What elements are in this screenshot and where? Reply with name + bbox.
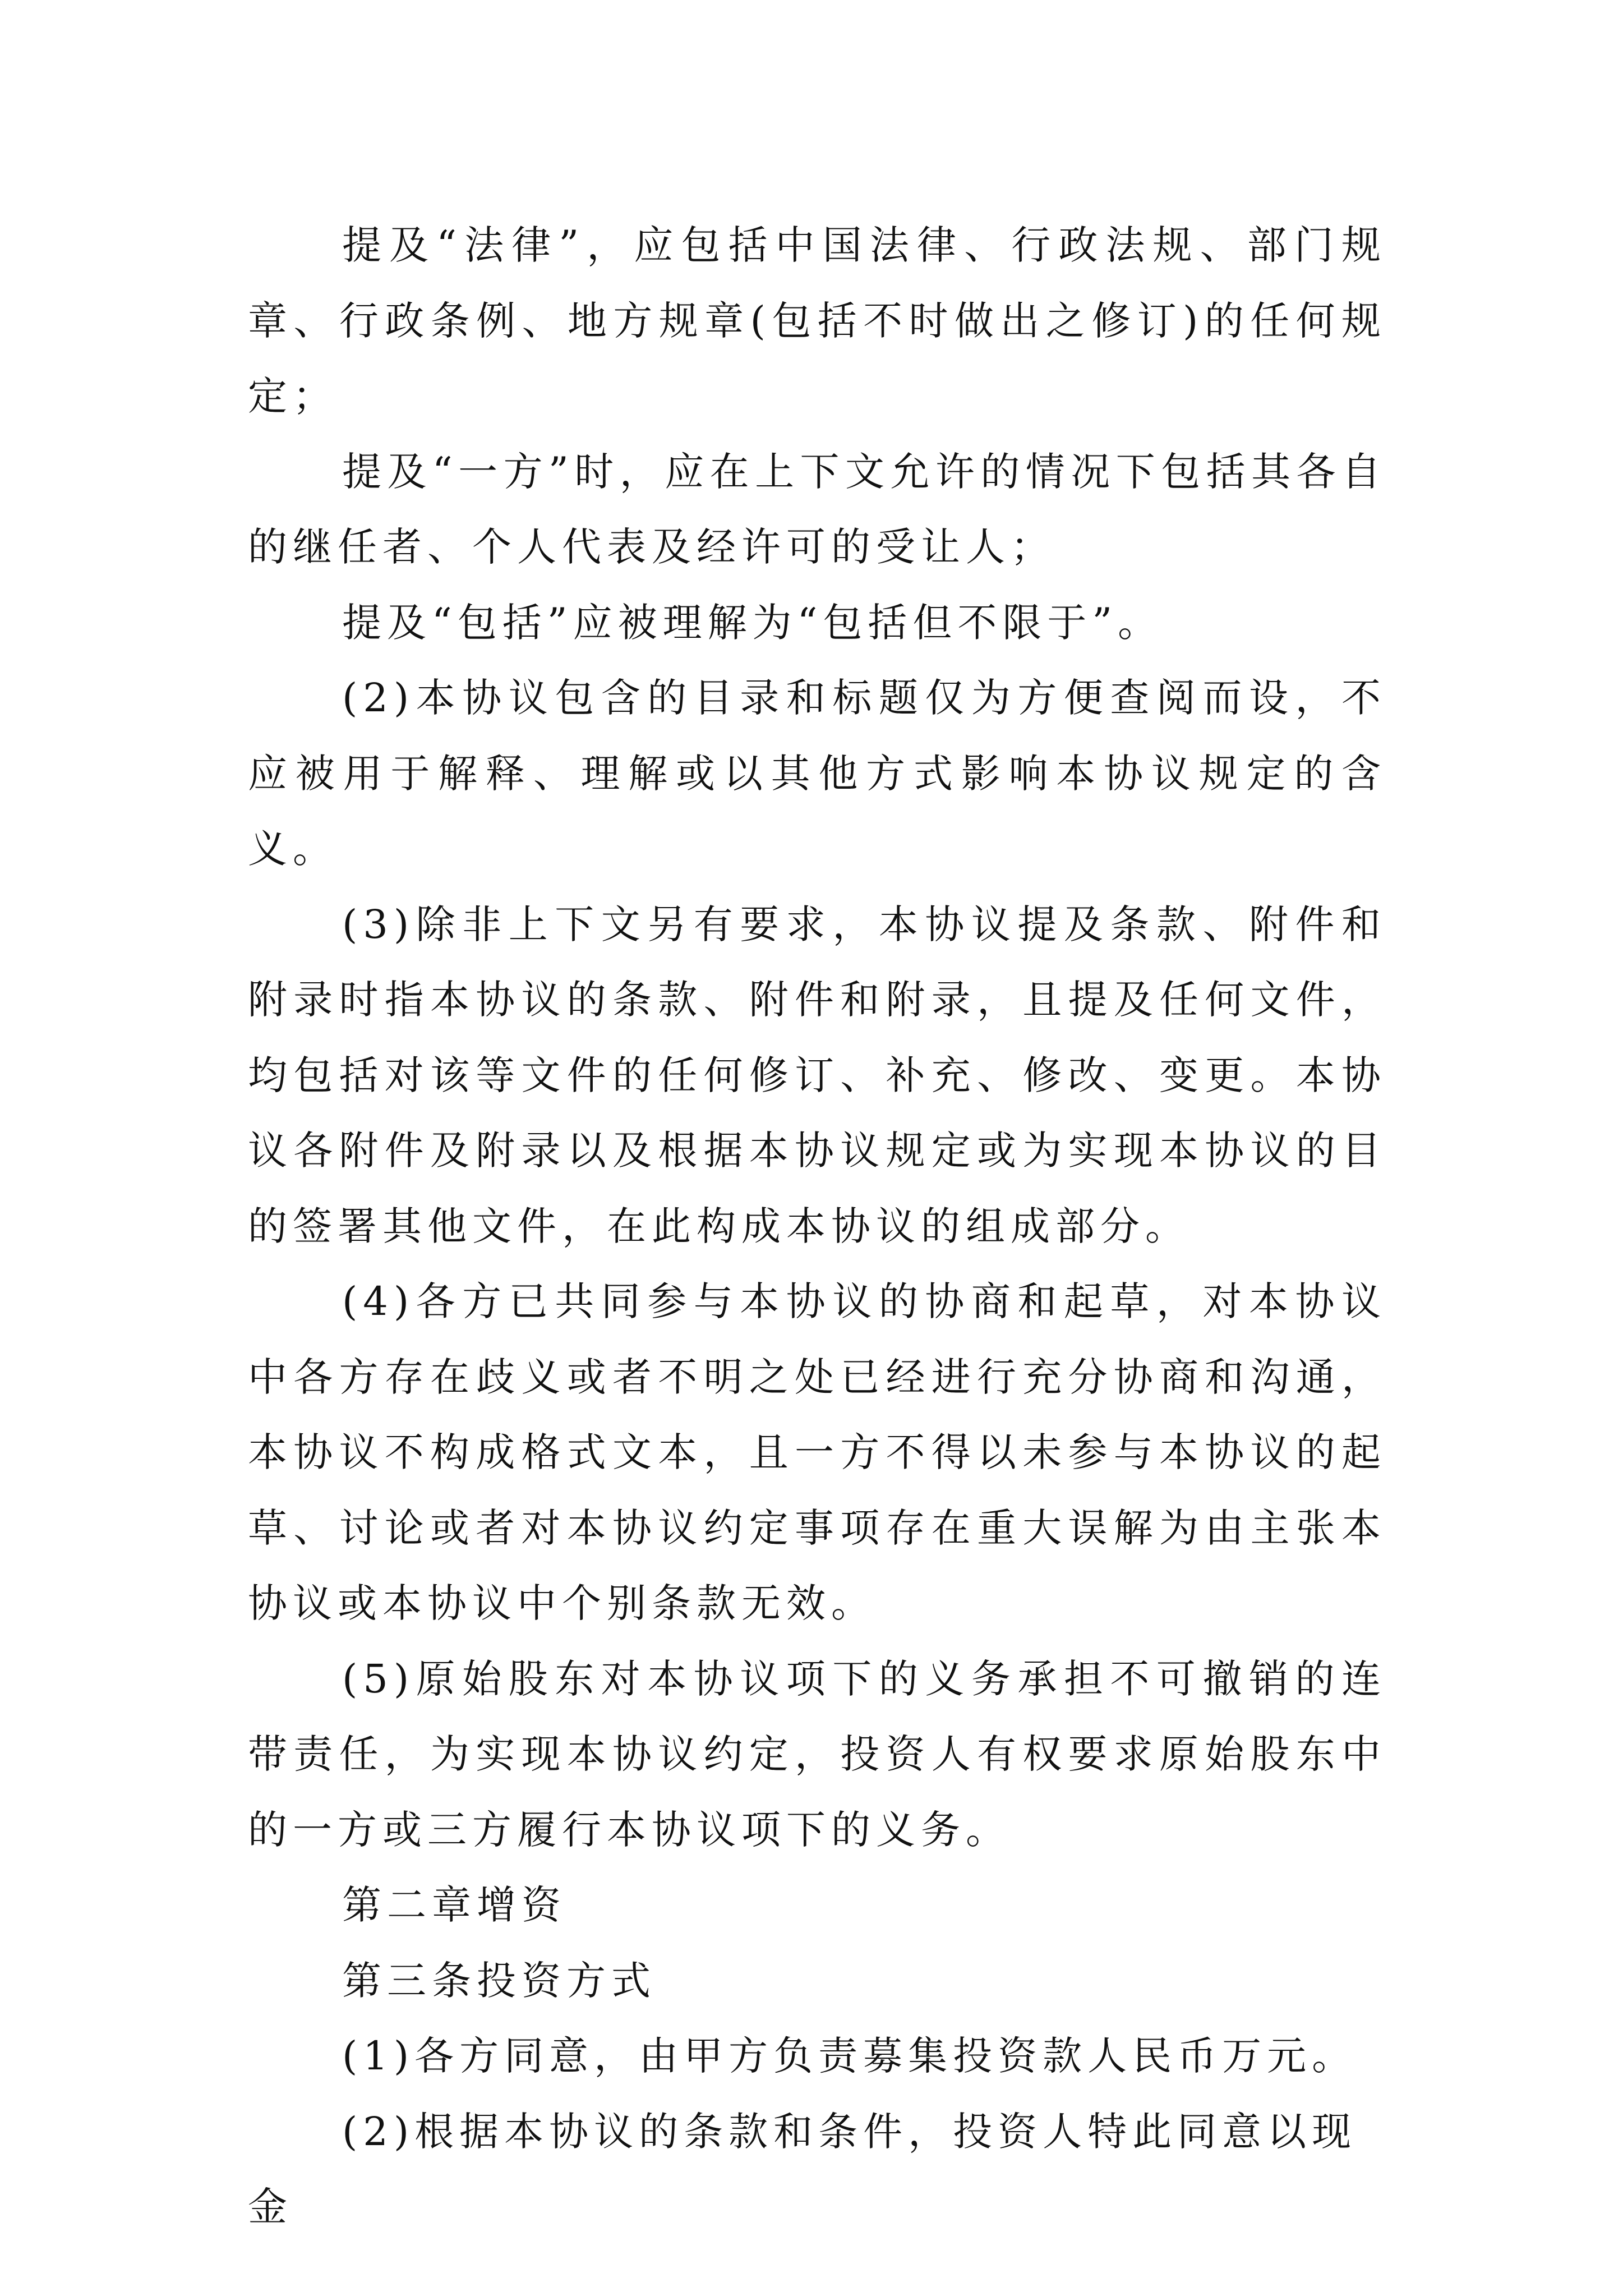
chapter-heading: 第二章增资 — [342, 1882, 566, 1928]
paragraph-clause-4: (4)各方已共同参与本协议的协商和起草，对本协议中各方存在歧义或者不明之处已经进行充分协商和沟通，本协议不构成格式文本，且一方不得以未参与本协议的起草、讨论或者对本协议约定事项存在重大误解为由主张本协议或本协议中个别条款无效。 — [248, 1278, 1386, 1626]
paragraph-clause-5: (5)原始股东对本协议项下的义务承担不可撤销的连带责任，为实现本协议约定，投资人有权要求原始股东中的一方或三方履行本协议项下的义务。 — [248, 1655, 1386, 1853]
paragraph-law-definition: 提及“法律”，应包括中国法律、行政法规、部门规章、行政条例、地方规章(包括不时做出之修订)的任何规定； — [248, 222, 1386, 419]
paragraph-clause-3: (3)除非上下文另有要求，本协议提及条款、附件和附录时指本协议的条款、附件和附录，且提及任何文件，均包括对该等文件的任何修订、补充、修改、变更。本协议各附件及附录以及根据本协议规定或为实现本协议的目的签署其他文件，在此构成本协议的组成部分。 — [248, 901, 1386, 1249]
paragraph-investment-2: (2)根据本协议的条款和条件，投资人特此同意以现金 — [248, 2108, 1357, 2230]
document-body — [248, 208, 1386, 2245]
paragraph-clause-2: (2)本协议包含的目录和标题仅为方便查阅而设，不应被用于解释、理解或以其他方式影响本协议规定的含义。 — [248, 675, 1386, 872]
article-heading: 第三条投资方式 — [342, 1957, 656, 2004]
paragraph-investment-1: (1)各方同意，由甲方负责募集投资款人民币万元。 — [342, 2033, 1357, 2079]
paragraph-including-definition: 提及“包括”应被理解为“包括但不限于”。 — [342, 599, 1163, 646]
paragraph-party-definition: 提及“一方”时，应在上下文允许的情况下包括其各自的继任者、个人代表及经许可的受让人； — [248, 448, 1386, 570]
